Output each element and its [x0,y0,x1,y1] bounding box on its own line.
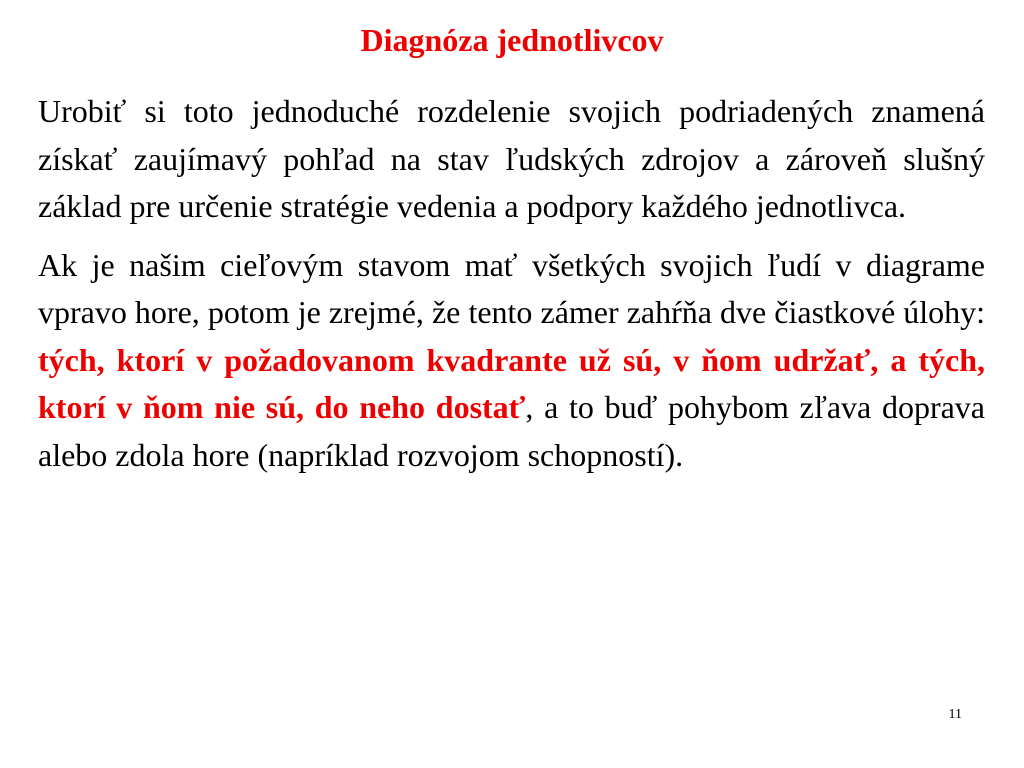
slide-body [38,88,985,490]
page-number: 11 [948,707,962,722]
paragraph-1: Urobiť si toto jednoduché rozdelenie svojich podriadených znamená získať zaujímavý pohľad na stav ľudských zdrojov a zároveň slušný základ pre určenie stratégie vedenia a podpory každého jednotlivca. [38,93,985,224]
slide-title: Diagnóza jednotlivcov [360,22,664,58]
paragraph-2-outro: , a to buď pohybom zľava doprava alebo zdola hore (napríklad rozvojom schopností). [38,389,985,473]
paragraph-2 [38,242,985,480]
paragraph-2-intro: Ak je našim cieľovým stavom mať všetkých svojich ľudí v diagrame vpravo hore, potom je zrejmé, že tento zámer zahŕňa dve čiastkové úlohy: [38,246,985,330]
paragraph-2-highlight: tých, ktorí v požadovanom kvadrante už sú, v ňom udržať, a tých, ktorí v ňom nie sú, do neho dostať [38,341,985,425]
